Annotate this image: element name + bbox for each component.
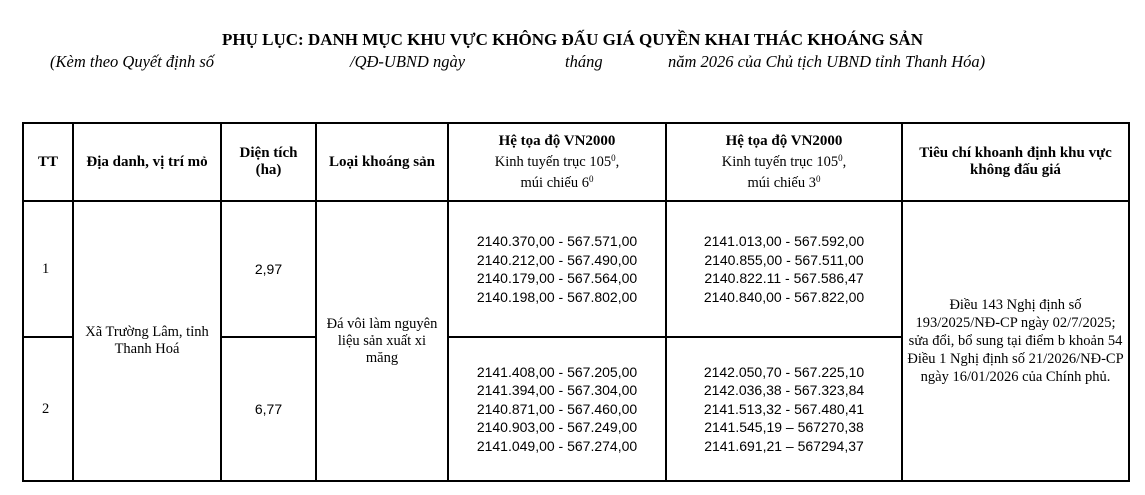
row-2-coords-zone6 (448, 337, 666, 481)
coord-line: 2140.212,00 - 567.490,00 (476, 251, 638, 268)
subtitle-part-4: năm 2026 của Chủ tịch UBND tỉnh Thanh Hóa) (668, 52, 986, 71)
header-vn2000-zone6-title: Hệ tọa độ VN2000 (498, 132, 616, 149)
coord-line: 2140.370,00 - 567.571,00 (476, 233, 638, 249)
coord-line: 2141.513,32 - 567.480,41 (703, 400, 865, 417)
coord-line: 2141.545,19 – 567270,38 (704, 419, 864, 436)
mineral-cell: Đá vôi làm nguyên liệu sản xuất xi măng (316, 201, 448, 481)
header-vn2000-zone3 (666, 123, 902, 201)
header-vn2000-zone3-meridian: Kinh tuyến trục $105^0$, (721, 152, 847, 170)
header-mineral: Loại khoáng sản (316, 123, 448, 201)
coord-line: 2141.013,00 - 567.592,00 (703, 233, 865, 249)
coord-line: 2140.179,00 - 567.564,00 (476, 270, 638, 286)
subtitle-part-2: /QĐ-UBND ngày (350, 52, 466, 71)
header-tt: TT (23, 123, 73, 201)
table-row (23, 201, 1129, 337)
coord-line: 2142.050,70 - 567.225,10 (703, 363, 865, 380)
location-cell: Xã Trường Lâm, tỉnh Thanh Hoá (73, 201, 221, 481)
coord-line: 2140.903,00 - 567.249,00 (476, 419, 638, 436)
header-vn2000-zone6-meridian: Kinh tuyến trục $105^0$, (494, 152, 620, 170)
coord-line: 2141.049,00 - 567.274,00 (476, 437, 638, 454)
mining-area-table (22, 122, 1130, 482)
coord-line: 2141.408,00 - 567.205,00 (476, 363, 638, 380)
header-vn2000-zone3-projection: múi chiếu $3^0$ (747, 173, 821, 191)
coord-line: 2141.394,00 - 567.304,00 (476, 382, 638, 399)
row-1-tt: 1 (23, 201, 73, 337)
document-title: PHỤ LỤC: DANH MỤC KHU VỰC KHÔNG ĐẤU GIÁ QUYỀN KHAI THÁC KHOÁNG SẢN (222, 30, 923, 49)
coord-line: 2140.840,00 - 567.822,00 (703, 288, 865, 305)
row-2-tt: 2 (23, 337, 73, 481)
row-1-coords-zone6 (448, 201, 666, 337)
subtitle-part-3: tháng (565, 52, 603, 71)
header-criteria: Tiêu chí khoanh định khu vực không đấu giá (902, 123, 1129, 201)
coord-line: 2140.198,00 - 567.802,00 (476, 288, 638, 305)
coord-line: 2140.822.11 - 567.586,47 (704, 270, 864, 286)
row-1-area: 2,97 (221, 201, 316, 337)
row-2-area: 6,77 (221, 337, 316, 481)
row-1-coords-zone3 (666, 201, 902, 337)
subtitle-part-1: (Kèm theo Quyết định số (50, 52, 215, 71)
header-vn2000-zone6 (448, 123, 666, 201)
row-2-coords-zone3 (666, 337, 902, 481)
coord-line: 2142.036,38 - 567.323,84 (703, 382, 865, 399)
criteria-cell: Điều 143 Nghị định số 193/2025/NĐ-CP ngày 02/7/2025; sửa đổi, bổ sung tại điểm b khoản 54 Điều 1 Nghị định số 21/2026/NĐ-CP ngày 16/01/2026 của Chính phủ. (902, 201, 1129, 481)
coord-line: 2140.855,00 - 567.511,00 (704, 251, 864, 268)
header-vn2000-zone3-title: Hệ tọa độ VN2000 (725, 132, 843, 149)
header-vn2000-zone6-projection: múi chiếu $6^0$ (520, 173, 594, 191)
header-location: Địa danh, vị trí mỏ (73, 123, 221, 201)
table-header-row (23, 123, 1129, 201)
header-area: Diện tích (ha) (221, 123, 316, 201)
coord-line: 2141.691,21 – 567294,37 (704, 437, 864, 454)
coord-line: 2140.871,00 - 567.460,00 (476, 400, 638, 417)
